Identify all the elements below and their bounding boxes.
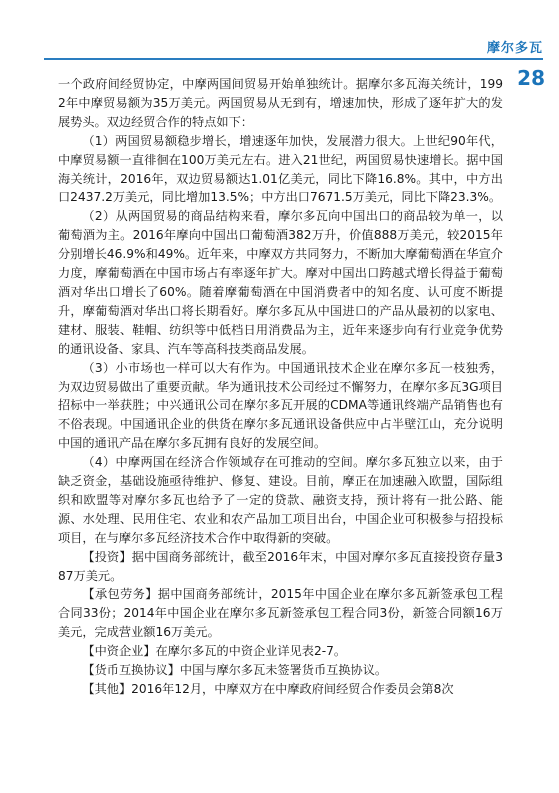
paragraph-contracting: 【承包劳务】据中国商务部统计，2015年中国企业在摩尔多瓦新签承包工程合同33份；2014年中国企业在摩尔多瓦新签承包工程合同3份，新签合同额16万美元，完成营业额16万美元。 bbox=[58, 587, 503, 640]
paragraph-trade-growth: （1）两国贸易额稳步增长，增速逐年加快，发展潜力很大。上世纪90年代，中摩贸易额一直徘徊在100万美元左右。进入21世纪，两国贸易快速增长。据中国海关统计，2016年，双边贸易额达1.01亿美元，同比下降16.8%。其中，中方出口2437.2万美元，同比增加13.5%；中方出口7671.5万美元，同比下降23.3%。 bbox=[58, 133, 503, 205]
paragraph-economic-cooperation: （4）中摩两国在经济合作领域存在可推动的空间。摩尔多瓦独立以来，由于缺乏资金，基础设施亟待维护、修复、建设。目前，摩正在加速融入欧盟，国际组织和欧盟等对摩尔多瓦也给予了一定的贷款、融资支持，预计将有一批公路、能源、水处理、民用住宅、农业和农产品加工项目出台，中国企业可积极参与招投标项目，在与摩尔多瓦经济技术合作中取得新的突破。 bbox=[58, 455, 503, 545]
paragraph-telecom: （3）小市场也一样可以大有作为。中国通讯技术企业在摩尔多瓦一枝独秀，为双边贸易做出了重要贡献。华为通讯技术公司经过不懈努力，在摩尔多瓦3G项目招标中一举获胜；中兴通讯公司在摩尔多瓦开展的CDMA等通讯终端产品销售也有不俗表现。中国通讯企业的供货在摩尔多瓦通讯设备供应中占半壁江山，充分说明中国的通讯产品在摩尔多瓦拥有良好的发展空间。 bbox=[58, 360, 503, 451]
page-number: 28 bbox=[517, 66, 545, 90]
paragraph-chinese-enterprises: 【中资企业】在摩尔多瓦的中资企业详见表2-7。 bbox=[82, 644, 347, 659]
paragraph-intro-continuation: 一个政府间经贸协定，中摩两国间贸易开始单独统计。据摩尔多瓦海关统计，1992年中摩贸易额为35万美元。两国贸易从无到有，增速加快，形成了逐年扩大的发展势头。双边经贸合作的特点如下： bbox=[58, 77, 503, 129]
paragraph-investment: 【投资】据中国商务部统计，截至2016年末，中国对摩尔多瓦直接投资存量387万美元。 bbox=[58, 549, 503, 583]
body-text bbox=[58, 75, 503, 699]
header-divider bbox=[44, 58, 543, 60]
paragraph-other: 【其他】2016年12月，中摩双方在中摩政府间经贸合作委员会第8次 bbox=[82, 682, 454, 696]
paragraph-trade-structure: （2）从两国贸易的商品结构来看，摩尔多瓦向中国出口的商品较为单一，以葡萄酒为主。2016年摩向中国出口葡萄酒382万升，价值888万美元，较2015年分别增长46.9%和49%。近年来，中摩双方共同努力，不断加大摩葡萄酒在华宣介力度，摩葡萄酒在中国市场占有率逐年扩大。摩对中国出口跨越式增长得益于葡萄酒对华出口增长了60%。随着摩葡萄酒在中国消费者中的知名度、认可度不断提升，摩葡萄酒对华出口将长期看好。摩尔多瓦从中国进口的产品从最初的以家电、建材、服装、鞋帽、纺织等中低档日用消费品为主，近年来逐步向有行业竞争优势的通讯设备、家具、汽车等高科技类商品发展。 bbox=[58, 209, 503, 356]
page-header bbox=[0, 0, 559, 90]
paragraph-currency-swap: 【货币互换协议】中国与摩尔多瓦未签署货币互换协议。 bbox=[82, 663, 388, 678]
running-header-title: 摩尔多瓦 bbox=[486, 41, 543, 56]
